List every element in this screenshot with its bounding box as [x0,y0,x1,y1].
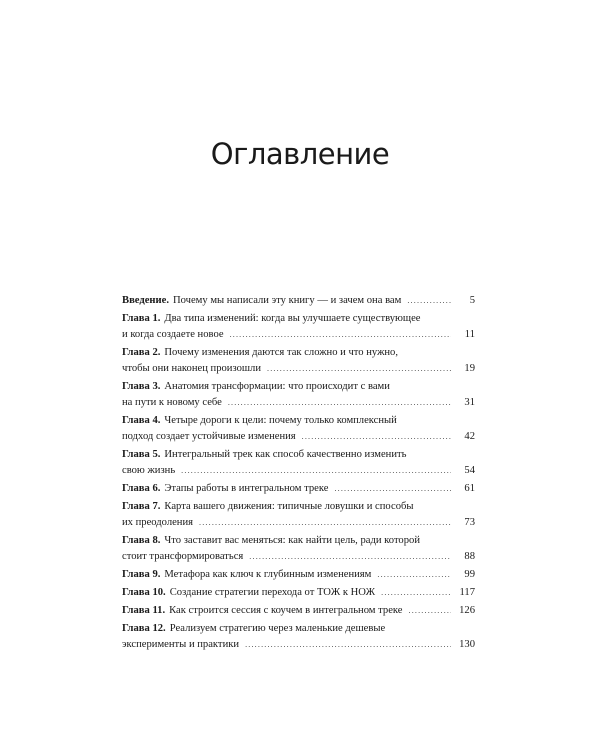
toc-page-number: 88 [464,551,475,562]
toc-entry[interactable] [122,293,475,309]
toc-entry-title: Как строится сессия с коучем в интегральном треке [169,605,403,616]
toc-entry-line [122,515,475,531]
toc-page-number: 126 [459,605,475,616]
toc-dot-leader [181,463,451,479]
toc-entry-title: Почему изменения даются так сложно и что нужно, [164,347,399,358]
toc-entry-line [122,447,475,463]
toc-entry-title: Этапы работы в интегральном треке [164,483,329,494]
toc-page-number: 61 [464,483,475,494]
toc-entry-title: стоит трансформироваться [122,551,244,562]
toc-entry[interactable] [122,379,475,411]
toc-entry[interactable] [122,585,475,601]
toc-dot-leader [334,481,451,497]
toc-entry-line [122,413,475,429]
toc-dot-leader [199,515,451,531]
toc-entry-line [122,533,475,549]
page-title: Оглавление [210,137,390,171]
toc-entry-line [122,637,475,653]
toc-entry-label: Введение. [122,295,169,306]
toc-dot-leader [267,361,451,377]
toc-entry[interactable] [122,311,475,343]
toc-entry[interactable] [122,533,475,565]
toc-entry-title: Почему мы написали эту книгу — и зачем она вам [172,295,402,306]
toc-entry[interactable] [122,499,475,531]
toc-entry-label: Глава 8. [122,535,161,546]
toc-page-number: 117 [459,587,475,598]
toc-dot-leader [245,637,451,653]
toc-entry-line [122,293,475,309]
toc-dot-leader [228,395,451,411]
toc-entry-line [122,463,475,479]
toc-entry-title: Что заставит вас меняться: как найти цель, ради которой [164,535,420,546]
toc-entry-label: Глава 2. [122,347,161,358]
toc-entry-line [122,311,475,327]
toc-entry-title: Карта вашего движения: типичные ловушки и способы [164,501,414,512]
toc-entry-title: Реализуем стратегию через маленькие дешевые [169,623,386,634]
toc-entry-line [122,621,475,637]
toc-entry-label: Глава 1. [122,313,161,324]
toc-entry-label: Глава 4. [122,415,161,426]
toc-entry-line [122,585,475,601]
toc-entry-label: Глава 3. [122,381,161,392]
toc-page-number: 42 [464,431,475,442]
toc-entry-label: Глава 10. [122,587,166,598]
toc-entry-title: Интегральный трек как способ качественно изменить [164,449,407,460]
toc-entry-line [122,395,475,411]
toc-entry-title: Два типа изменений: когда вы улучшаете существующее [164,313,421,324]
toc-entry-label: Глава 11. [122,605,166,616]
toc-dot-leader [302,429,451,445]
toc-entry[interactable] [122,603,475,619]
toc-entry-title: Создание стратегии перехода от ТОЖ к НОЖ [169,587,376,598]
toc-entry-line [122,345,475,361]
toc-dot-leader [249,549,451,565]
toc-entry-title: подход создает устойчивые изменения [122,431,296,442]
toc-entry-line [122,429,475,445]
toc-page-number: 11 [464,329,475,340]
toc-entry-title: свою жизнь [122,465,176,476]
toc-entry-label: Глава 12. [122,623,166,634]
toc-entry-line [122,481,475,497]
toc-entry[interactable] [122,621,475,653]
toc-dot-leader [377,567,451,583]
toc-page-number: 31 [464,397,475,408]
toc-entry[interactable] [122,447,475,479]
toc-entry-label: Глава 6. [122,483,161,494]
toc-page-number: 54 [464,465,475,476]
table-of-contents [122,293,475,655]
toc-entry-title: их преодоления [122,517,194,528]
toc-entry[interactable] [122,345,475,377]
toc-entry-line [122,603,475,619]
toc-entry-title: чтобы они наконец произошли [122,363,261,374]
toc-entry-label: Глава 7. [122,501,161,512]
toc-entry-label: Глава 5. [122,449,161,460]
toc-entry-title: на пути к новому себе [122,397,222,408]
toc-entry[interactable] [122,567,475,583]
toc-entry-line [122,567,475,583]
toc-entry[interactable] [122,413,475,445]
toc-entry-line [122,499,475,515]
toc-dot-leader [230,327,451,343]
toc-dot-leader [409,603,452,619]
toc-page-number: 99 [464,569,475,580]
toc-entry-title: и когда создаете новое [122,329,224,340]
toc-entry-label: Глава 9. [122,569,161,580]
toc-dot-leader [381,585,451,601]
toc-entry-line [122,549,475,565]
toc-page-number: 73 [464,517,475,528]
toc-entry-title: Метафора как ключ к глубинным изменениям [164,569,372,580]
toc-entry[interactable] [122,481,475,497]
toc-entry-title: эксперименты и практики [122,639,240,650]
toc-page-number: 130 [459,639,475,650]
toc-page-number: 19 [464,363,475,374]
toc-entry-line [122,361,475,377]
toc-entry-line [122,379,475,395]
toc-dot-leader [407,293,451,309]
toc-entry-title: Четыре дороги к цели: почему только комплексный [164,415,397,426]
toc-entry-line [122,327,475,343]
toc-page-number: 5 [469,295,475,306]
toc-entry-title: Анатомия трансформации: что происходит с вами [164,381,390,392]
